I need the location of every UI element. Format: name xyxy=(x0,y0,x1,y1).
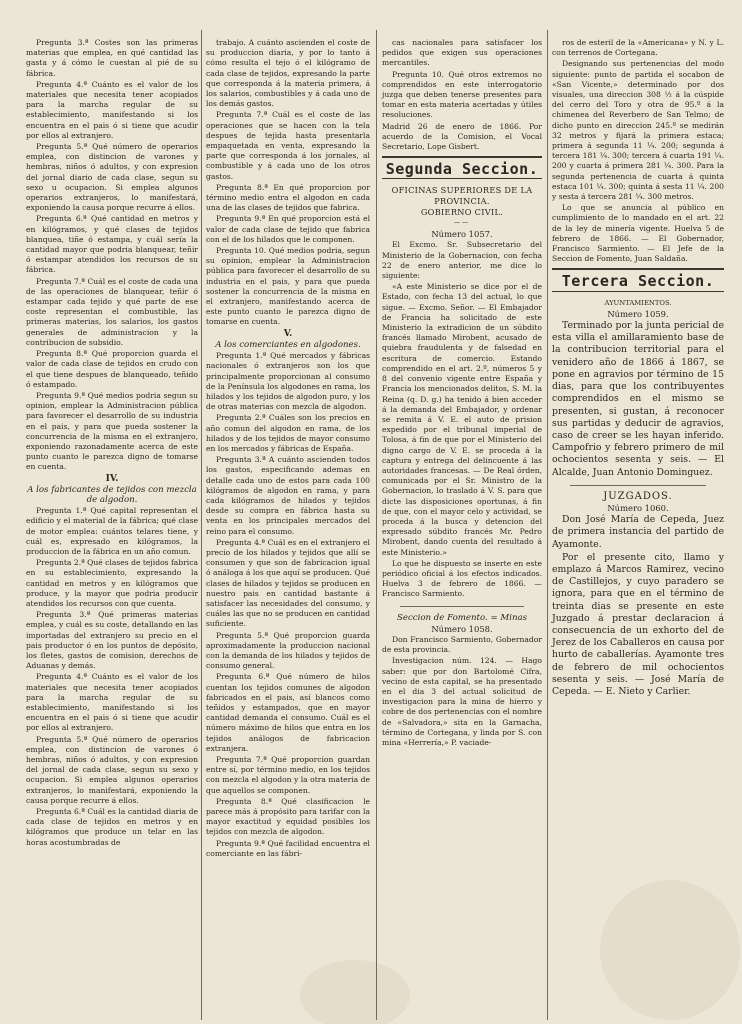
government-heading: GOBIERNO CIVIL. xyxy=(420,206,504,217)
ayuntamientos-heading: AYUNTAMIENTOS. xyxy=(604,298,672,307)
paragraph: El Excmo. Sr. Subsecretario del Ministerio de la Gobernacion, con fecha 22 de enero anterior, me dice lo siguiente: xyxy=(382,240,542,281)
ornament-dash: —— xyxy=(454,219,470,227)
paragraph: Pregunta 3.ª A cuánto ascienden todos los gastos, especificando ademas en detalle cada uno de estos para cada 100 kilógramos de algodon en rama, y para cada kilógramos de hilados y tejidos desde su compra en fábrica hasta su venta en los principales mercados del reino para el consumo. xyxy=(206,455,370,536)
section-heading: V. xyxy=(283,328,293,339)
paragraph: Don Francisco Sarmiento, Gobernador de esta provincia. xyxy=(382,634,542,655)
paper-stain xyxy=(600,880,740,1020)
separator-rule xyxy=(570,485,706,486)
paragraph: Madrid 26 de enero de 1866. Por acuerdo de la Comision, el Vocal Secretario, Lope Gisbert. xyxy=(382,121,542,152)
paragraph: Lo que he dispuesto se inserte en este periódico oficial á los efectos indicados. Huelva 3 de febrero de 1866. — Francisco Sarmiento. xyxy=(382,558,542,599)
subsection-heading: Seccion de Fomento. = Minas xyxy=(396,612,528,623)
paragraph: Pregunta 7.ª Qué proporcion guardan entre sí, por término medio, en los tejidos con mezcla el algodon y la otra materia de que aquellos se componen. xyxy=(206,755,370,795)
section-title: Segunda Seccion. xyxy=(382,156,542,179)
notice-number: Número 1058. xyxy=(431,623,493,634)
paragraph: Don José María de Cepeda, Juez de primera instancia del partido de Ayamonte. xyxy=(552,514,724,550)
column-3 xyxy=(382,38,542,749)
paragraph: trabajo. A cuánto ascienden el coste de su produccion diaria, y por lo tanto á cómo resulta el tejo ó el kilógramo de cada clase de tejidos, expresando la parte que corresponda á la materia primera, á los salarios, combustibles y á cada uno de los demás gastos. xyxy=(206,38,370,109)
paragraph: Pregunta 4.ª Cuál es en el extranjero el precio de los hilados y tejidos que allí se consumen y que son de fabricacion igual ó análoga á los que aquí se producen. Qué clases de hilados y tejidos se producen en nuestro pais en cantidad bastante á satisfacer las necesidades del consumo, y cuáles las que no se producen en cantidad suficiente. xyxy=(206,537,370,629)
section-subheading: A los comerciantes en algodones. xyxy=(215,339,361,350)
paragraph: cas nacionales para satisfacer los pedidos que exigen sus operaciones mercantiles. xyxy=(382,38,542,68)
paragraph: Pregunta 7.ª Cuál es el coste de cada una de las operaciones de blanquear, teñir ó estampar cada tejido y qué parte de ese coste representan el combustible, las primeras materias, los salarios, los gastos generales de administracion y la contribucion de subsidio. xyxy=(26,276,198,347)
paragraph: Pregunta 3.ª Qué primeras materias emplea, y cuál es su coste, detallando en las importadas del extranjero su precio en el pais productor ó en los puntos de depósito, los fletes, gastos de comision, derechos de Aduanas y demás. xyxy=(26,610,198,671)
paragraph: Por el presente cito, llamo y emplazo á Marcos Ramirez, vecino de Castillejos, y cuyo paradero se ignora, para que en el término de treinta dias se presente en este Juzgado á prestar declaracion á consecuencia de un exhorto del de Jerez de los Caballeros en causa por hurto de caballerías. Ayamonte tres de febrero de mil ochocientos sesenta y seis. — José María de Cepeda. — E. Nieto y Carlier. xyxy=(552,551,724,697)
paragraph: Pregunta 9.ª Qué facilidad encuentra el comerciante en las fábri- xyxy=(206,838,370,858)
paragraph: Pregunta 8.ª En qué proporcion por término medio entra el algodon en cada una de las clases de tejidos que fabrica. xyxy=(206,182,370,213)
paragraph: «A este Ministerio se dice por el de Estado, con fecha 13 del actual, lo que sigue. — Excmo. Señor. — El Embajador de Francia ha solicitado de este Ministerio la extradicion de un súbdito francés llamado Mirobent, acusado de quiebra fraudulenta y de falsedad en escritura de comercio. Estando comprendido en el art. 2.º, números 5 y 8 del convenio vigente entre España y Francia los mencionados delitos, S. M. la Reina (q. D. g.) ha tenido á bien acceder á la demanda del Embajador, y ordenar se remita á V. E. el auto de prision expedido por el tribunal imperial de Tolosa, á fin de que por el Ministerio del digno cargo de V. E. se proceda á la captura y entrega del delincuente á las autoridades francesas. — De Real órden, comunicada por el Sr. Ministro de la Gobernacion, lo traslado á V. S. para que dicte las disposiciones oportunas, á fin de que, con el mayor celo y actividad, se proceda á la busca y detencion del expresado súbdito francés Mr. Pedro Mirobent, dando cuenta del resultado á este Ministerio.» xyxy=(382,282,542,557)
notice-number: Número 1057. xyxy=(431,229,493,240)
paragraph: Pregunta 5.ª Qué número de operarios emplea, con distincion de varones ó hembras, niños ó adultos, y con expresion del jornal de cada clase, segun su sexo y ocupacion. Si emplea algunos operarios extranjeros, lo manifestará, exponiendo la causa porque recurre á ellos. xyxy=(26,734,198,805)
paragraph: Investigacion núm. 124. — Hago saber: que por don Bartolomé Cifra, vecino de esta capital, se ha presentado en el dia 3 del actual solicitud de investigacion para la mina de hierro y cobre de dos pertenencias con el nombre de «Salvadora,» sita en la Garnacha, término de Cortegana, y linda por S. con mina «Herrería,» P. vaciade- xyxy=(382,656,542,747)
paper-stain xyxy=(300,960,410,1024)
paragraph: Pregunta 5.ª Qué proporcion guarda aproximadamente la produccion nacional con la demanda de los hilados y tejidos de consumo general. xyxy=(206,630,370,671)
column-2 xyxy=(206,38,370,860)
paragraph: Pregunta 2.ª Cuáles son los precios en año comun del algodon en rama, de los hilados y de los tejidos de mayor consumo en los mercados y fábricas de España. xyxy=(206,413,370,453)
paragraph: Pregunta 9.ª Qué medios podria segun su opinion, emplear la Administracion pública para favorecer el desarrollo de su industria en el pais, y para que pueda sostener la concurrencia de la misma en el extranjero, exponiendo razonadamente acerca de este punto cuanto le parezca digno de tomarse en cuenta. xyxy=(26,390,198,472)
paragraph: Pregunta 4.ª Cuánto es el valor de los materiales que necesita tener acopiados para la marcha regular de su establecimiento, manifestando si los encuentra en el pais ó si tiene que acudir por ellos al extranjero. xyxy=(26,79,198,140)
separator-rule xyxy=(400,606,524,607)
paragraph: Pregunta 8.ª Qué proporcion guarda el valor de cada clase de tejidos en crudo con el que tiene despues de blanqueado, teñido ó estampado. xyxy=(26,349,198,389)
paragraph: Pregunta 6.ª Qué cantidad en metros y en kilógramos, y qué clases de tejidos blanquea, tiñe ó estampa, y cuál sería la cantidad mayor que podria blanquear, teñir ó estampar atendidos los recursos de su fábrica. xyxy=(26,214,198,275)
paragraph: Pregunta 6.ª Qué número de hilos cuentan los tejidos comunes de algodon fabricados en el pais, así blancos como teñidos y estampados, que en mayor cantidad demanda el consumo. Cuál es el número máximo de hilos que entra en los tejidos análogos de fabricacion extranjera. xyxy=(206,672,370,753)
section-heading: IV. xyxy=(105,473,119,484)
section-title: Tercera Seccion. xyxy=(552,268,724,291)
column-4 xyxy=(552,38,724,699)
column-rule xyxy=(376,30,377,1020)
notice-number: Número 1060. xyxy=(607,502,669,513)
juzgados-heading: JUZGADOS. xyxy=(603,490,673,502)
notice-number: Número 1059. xyxy=(607,308,669,319)
paragraph: Pregunta 4.ª Cuánto es el valor de los materiales que necesita tener acopiados para la marcha regular de su establecimiento, manifestando si los encuentra en el pais ó si tiene que acudir por ellos al extranjero. xyxy=(26,672,198,733)
section-subheading: A los fabricantes de tejidos con mezcla de algodon. xyxy=(27,484,197,505)
paragraph: Pregunta 7.ª Cuál es el coste de las operaciones que se hacen con la tela despues de tejida hasta presentarla empaquetada en venta, expresando la parte que corresponda á los jornales, al combustible y á cada uno de los otros gastos. xyxy=(206,110,370,181)
paragraph: Pregunta 3.ª Costes son las primeras materias que emplea, en qué cantidad las gasta y á cómo le cuestan al pié de su fábrica. xyxy=(26,38,198,78)
paragraph: Designando sus pertenencias del modo siguiente: punto de partida el socabon de «San Vicente,» determinado por dos visuales, una direccion 308 ½ á la cúspide del cerro del Toro y otra de 95.º á la chimenea del Reverbero de San Telmo; de dicho punto en direccion 245.º se medirán 32 metros y fijará la primera estaca; primera á segunda 11 ¼. 200; segunda á tercera 181 ¼. 300; tercera á cuarta 191 ¼. 200 y cuarta á primera 281 ¼. 300. Para la segunda pertenencia de cuarta á quinta estaca 101 ¼. 300; quinta á sesta 11 ¼. 200 y sesta á tercera 281 ¼. 300 metros. xyxy=(552,59,724,202)
column-rule xyxy=(547,30,548,1020)
office-heading: OFICINAS SUPERIORES DE LA PROVINCIA. xyxy=(391,185,533,206)
paragraph: Lo que se anuncia al público en cumplimiento de lo mandado en el art. 22 de la ley de minería vigente. Huelva 5 de febrero de 1866. — El Gobernador, Francisco Sarmiento. — El Jefe de la Seccion de Fomento, Juan Saldaña. xyxy=(552,203,724,264)
paragraph: Pregunta 9.ª En qué proporcion está el valor de cada clase de tejido que fabrica con el de los hilados que le componen. xyxy=(206,214,370,244)
paragraph: Pregunta 10. Qué otros extremos no comprendidos en este interrogatorio juzga que deben tenerse presentes para tomar en esta materia acertadas y útiles resoluciones. xyxy=(382,69,542,120)
paragraph: Pregunta 1.ª Qué capital representan el edificio y el material de la fábrica; qué clase de motor emplea: cuántos telares tiene, y cuál es, expresado en kilógramos, la produccion de la fábrica en un año comun. xyxy=(26,506,198,556)
paragraph: Pregunta 8.ª Qué clasificacion le parece más á propósito para tarifar con la mayor exactitud y equidad posibles los tejidos con mezcla de algodon. xyxy=(206,796,370,837)
column-1 xyxy=(26,38,198,849)
paragraph: Pregunta 10. Qué medios podria, segun su opinion, emplear la Administracion pública para favorecer el desarrollo de su industria en el pais, y para que pueda sostener la concurrencia de la misma en el extranjero, manifestando acerca de este punto cuanto le parezca digno de tomarse en cuenta. xyxy=(206,246,370,327)
paragraph: Pregunta 6.ª Cuál es la cantidad diaria de cada clase de tejidos en metros y en kilógramos que produce un telar en las horas acostumbradas de xyxy=(26,807,198,847)
column-rule xyxy=(201,30,202,1020)
paragraph: Pregunta 5.ª Qué número de operarios emplea, con distincion de varones y hembras, niños ó adultos, y con expresion del jornal diario de cada clase, segun su sexo u ocupacion. Si emplea algunos operarios extranjeros, lo manifestará, exponiendo la causa porque recurre á ellos. xyxy=(26,142,198,213)
paragraph: ros de esteril de la «Americana» y N. y L. con terrenos de Cortegana. xyxy=(552,38,724,58)
paragraph: Pregunta 1.ª Qué mercados y fábricas nacionales ó extranjeros son los que principalmente proporcionan al consumo de la Península los algodones en rama, los hilados y los tejidos de algodon puro, y los de otras materias con mezcla de algodon. xyxy=(206,351,370,412)
paragraph: Terminado por la junta pericial de esta villa el amillaramiento base de la contribucion territorial para el venidero año de 1866 á 1867, se pone en agravios por término de 15 dias, para que los contribuyentes comprendidos en el mismo se presenten, si gustan, á reconocer sus partidas y deducir de agravios, caso de creer se les hayan inferido. Campofrio y febrero primero de mil ochocientos sesenta y seis. — El Alcalde, Juan Antonio Dominguez. xyxy=(552,320,724,478)
paragraph: Pregunta 2.ª Qué clases de tejidos fabrica en su establecimiento, expresando la cantidad en metros y en kilógramos que produce, y la mayor que podria producir atendidos los recursos con que cuenta. xyxy=(26,558,198,608)
